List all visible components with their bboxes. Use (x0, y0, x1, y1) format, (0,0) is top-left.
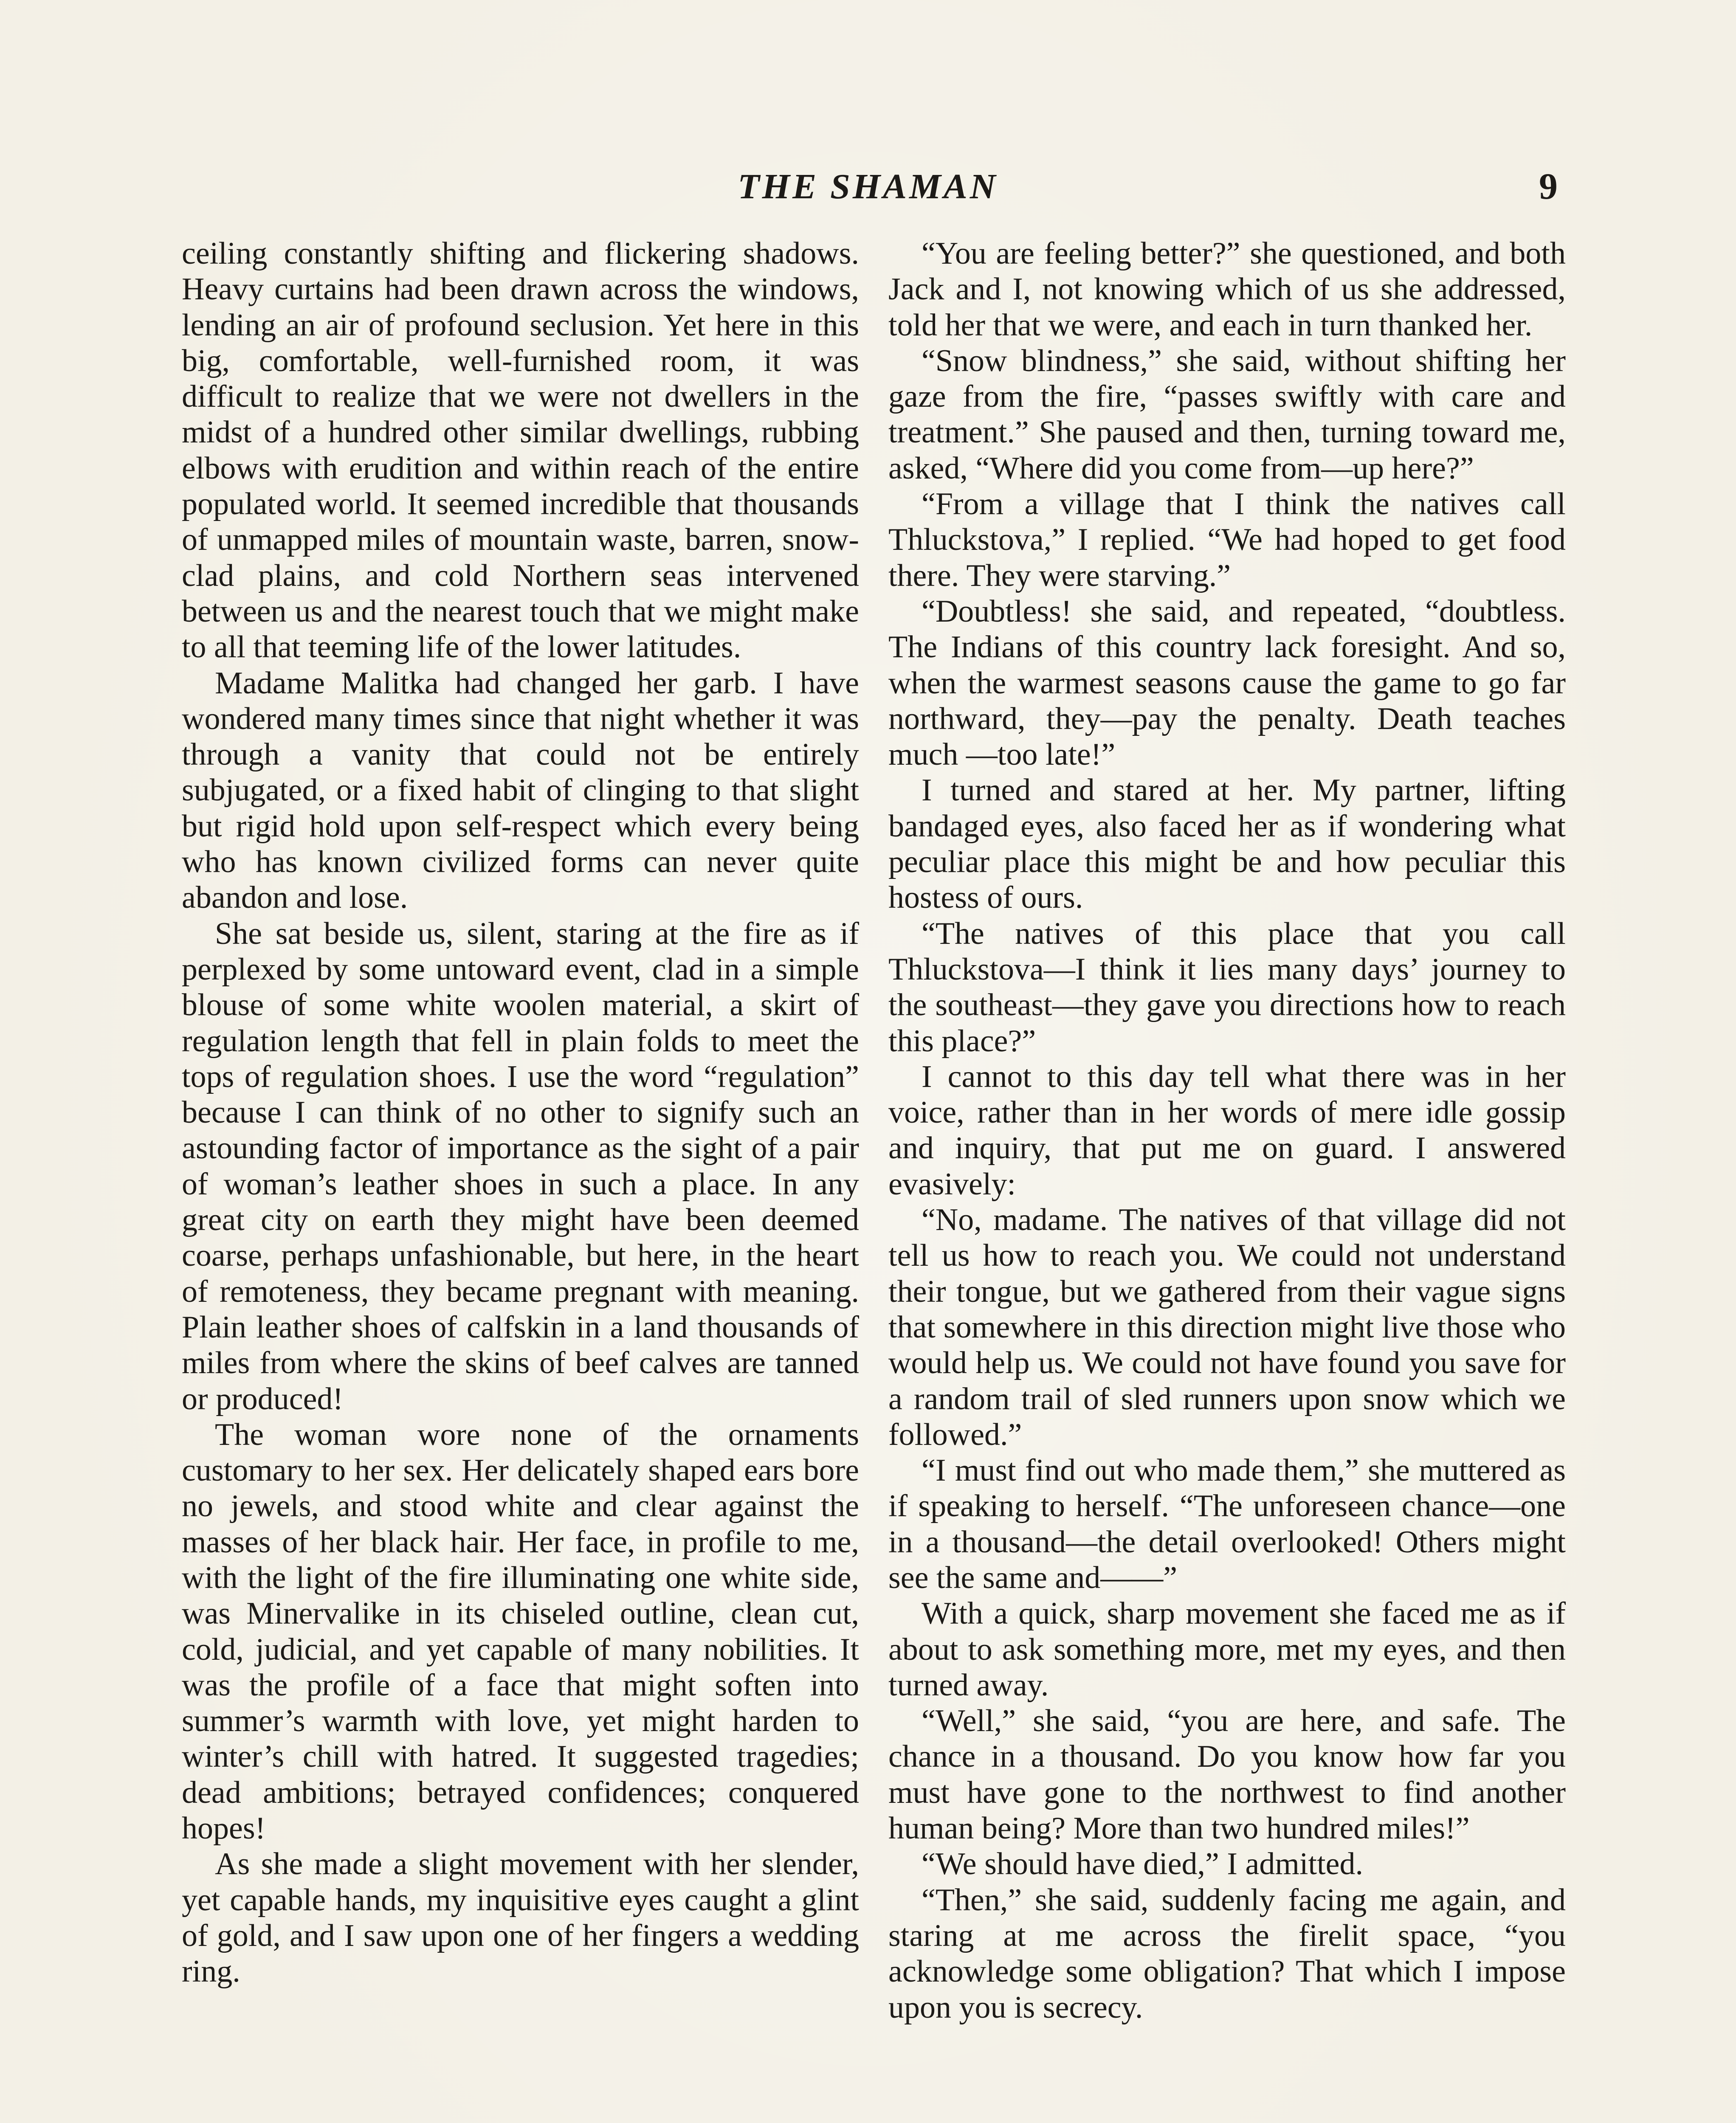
paragraph: I cannot to this day tell what there was in her voice, rather than in her words of mere idle gossip and inquiry, that put me on guard. I answered evasively: (888, 1059, 1566, 1202)
paragraph: Madame Malitka had changed her garb. I have wondered many times since that night whether it was through a vanity that could not be entirely subjugated, or a fixed habit of clinging to that slight but rigid hold upon self-respect which every being who has known civilized forms can never quite abandon and lose. (182, 665, 859, 915)
paragraph: “No, madame. The natives of that village did not tell us how to reach you. We could not understand their tongue, but we gathered from their vague signs that somewhere in this direction might live those who would help us. We could not have found you save for a random trail of sled runners upon snow which we followed.” (888, 1202, 1566, 1452)
paragraph: “Doubtless! she said, and repeated, “doubtless. The Indians of this country lack foresight. And so, when the warmest seasons cause the game to go far northward, they—pay the penalty. Death teaches much —too late!” (888, 594, 1566, 772)
paragraph: “We should have died,” I admitted. (922, 1847, 1363, 1882)
paragraph: I turned and stared at her. My partner, lifting bandaged eyes, also faced her as if wondering what peculiar place this might be and how peculiar this hostess of ours. (888, 773, 1566, 915)
paragraph: ceiling constantly shifting and flickering shadows. Heavy curtains had been drawn across the windows, lending an air of profound seclusion. Yet here in this big, comfortable, well-furnished room, it was difficult to realize that we were not dwellers in the midst of a hundred other similar dwellings, rubbing elbows with erudition and within reach of the entire populated world. It seemed incredible that thousands of unmapped miles of mountain waste, barren, snow-clad plains, and cold Northern seas intervened between us and the nearest touch that we might make to all that teeming life of the lower latitudes. (182, 236, 859, 665)
paragraph: “The natives of this place that you call Thluckstova—I think it lies many days’ journey to the southeast—they gave you directions how to reach this place?” (888, 916, 1566, 1059)
page-header (0, 163, 1736, 214)
paragraph: “You are feeling better?” she questioned, and both Jack and I, not knowing which of us she addressed, told her that we were, and each in turn thanked her. (888, 236, 1566, 343)
paragraph: “From a village that I think the natives call Thluckstova,” I replied. “We had hoped to get food there. They were starving.” (888, 487, 1566, 593)
paragraph: “I must find out who made them,” she muttered as if speaking to herself. “The unforeseen chance—one in a thousand—the detail overlooked! Others might see the same and——” (888, 1453, 1566, 1595)
paragraph: “Then,” she said, suddenly facing me again, and staring at me across the firelit space, “you acknowledge some obligation? That which I impose upon you is secrecy. (888, 1882, 1566, 2025)
paragraph: As she made a slight movement with her slender, yet capable hands, my inquisitive eyes caught a glint of gold, and I saw upon one of her fingers a wedding ring. (182, 1847, 859, 1989)
running-title: THE SHAMAN (738, 167, 998, 206)
paragraph: “Snow blindness,” she said, without shifting her gaze from the fire, “passes swiftly with care and treatment.” She paused and then, turning toward me, asked, “Where did you come from—up here?” (888, 343, 1566, 486)
page-number: 9 (1539, 166, 1558, 207)
paragraph: She sat beside us, silent, staring at the fire as if perplexed by some untoward event, clad in a simple blouse of some white woolen material, a skirt of regulation length that fell in plain folds to meet the tops of regulation shoes. I use the word “regulation” because I can think of no other to signify such an astounding factor of importance as the sight of a pair of woman’s leather shoes in such a place. In any great city on earth they might have been deemed coarse, perhaps unfashionable, but here, in the heart of remoteness, they became pregnant with meaning. Plain leather shoes of calfskin in a land thousands of miles from where the skins of beef calves are tanned or produced! (182, 916, 859, 1416)
right-text-column (888, 236, 1566, 2025)
paragraph: The woman wore none of the ornaments customary to her sex. Her delicately shaped ears bore no jewels, and stood white and clear against the masses of her black hair. Her face, in profile to me, with the light of the fire illuminating one white side, was Minervalike in its chiseled outline, clean cut, cold, judicial, and yet capable of many nobilities. It was the profile of a face that might soften into summer’s warmth with love, yet might harden to winter’s chill with hatred. It suggested tragedies; dead ambitions; betrayed confidences; conquered hopes! (182, 1417, 859, 1846)
paragraph: “Well,” she said, “you are here, and safe. The chance in a thousand. Do you know how far you must have gone to the northwest to find another human being? More than two hundred miles!” (888, 1703, 1566, 1846)
left-text-column (182, 236, 859, 1990)
paragraph: With a quick, sharp movement she faced me as if about to ask something more, met my eyes, and then turned away. (888, 1596, 1566, 1703)
